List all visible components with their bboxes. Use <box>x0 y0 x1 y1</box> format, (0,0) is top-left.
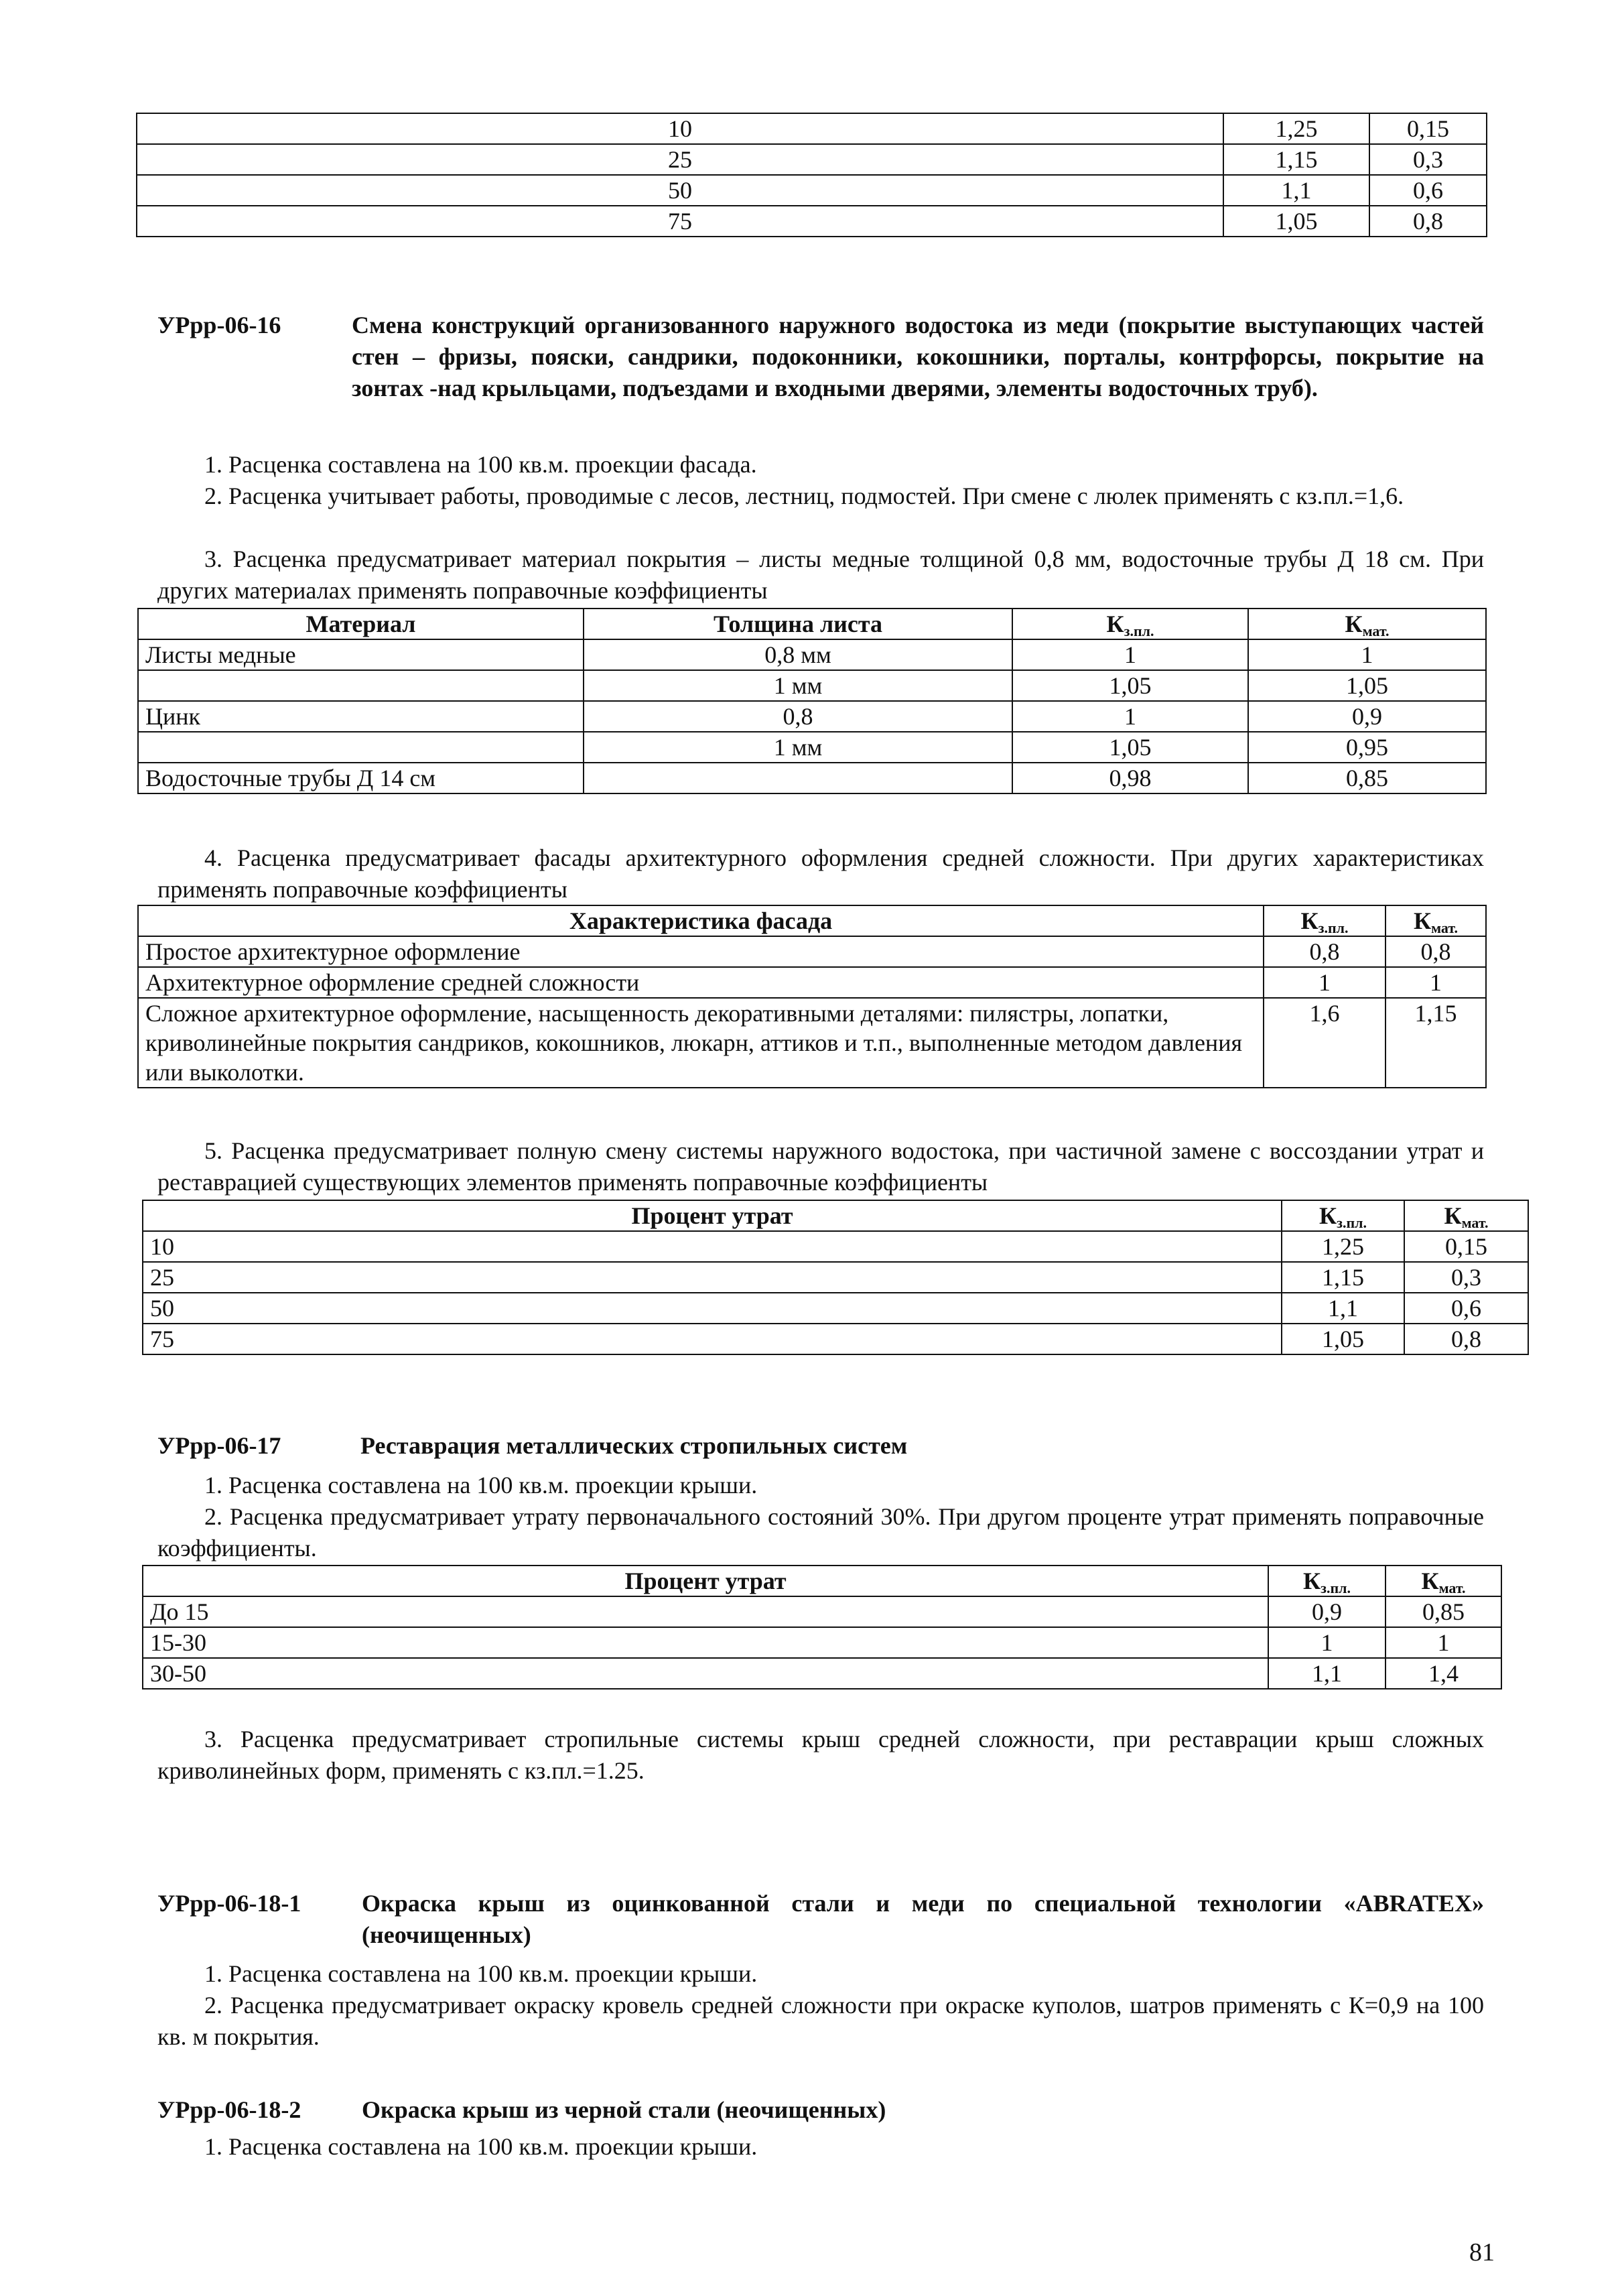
kmat-cell: 1,15 <box>1386 998 1486 1088</box>
table-row <box>138 732 1486 763</box>
k-sub: з.пл. <box>1318 919 1349 936</box>
kmat-cell: 0,6 <box>1404 1293 1528 1324</box>
page-number: 81 <box>1469 2238 1495 2267</box>
kmat-cell: 1 <box>1386 967 1486 998</box>
loss-percent-table-17 <box>142 1565 1502 1689</box>
table-row <box>143 1627 1501 1658</box>
kzpl-cell: 1 <box>1012 639 1248 670</box>
k-sub: з.пл. <box>1321 1580 1351 1596</box>
loss-percent-cell: 30-50 <box>143 1658 1268 1689</box>
k-letter: К <box>1106 611 1124 637</box>
top-coefficient-table <box>136 113 1487 237</box>
header-facade: Характеристика фасада <box>138 905 1264 936</box>
k-letter: К <box>1444 1202 1462 1229</box>
top-table-body <box>137 113 1487 237</box>
material-table-body <box>138 639 1486 793</box>
k-letter: К <box>1345 611 1363 637</box>
loss-percent-cell: 25 <box>143 1262 1282 1293</box>
table-row <box>143 1596 1501 1627</box>
section-18-1-code: УРрр-06-18-1 <box>157 1890 301 1917</box>
header-kzpl <box>1012 609 1248 639</box>
section-18-1-title: Окраска крыш из оцинкованной стали и меди по специальной технологии «ABRATEX» (неочищенных) <box>362 1890 1484 1948</box>
table-row <box>137 175 1487 206</box>
table-row <box>138 936 1486 967</box>
section-17-para-3: 3. Расценка предусматривает стропильные системы крыш средней сложности, при реставрации крыш сложных криволинейных форм, применять с кз.пл.=1.25. <box>157 1726 1484 1784</box>
material-cell <box>138 732 584 763</box>
section-16-code: УРрр-06-16 <box>157 312 281 338</box>
kmat-cell: 0,15 <box>1369 113 1487 144</box>
percent-cell: 75 <box>137 206 1223 237</box>
kmat-cell: 0,8 <box>1386 936 1486 967</box>
material-coefficient-table <box>137 608 1487 794</box>
kmat-cell: 0,8 <box>1369 206 1487 237</box>
kmat-cell: 1 <box>1386 1627 1501 1658</box>
section-18-1-para-2: 2. Расценка предусматривает окраску кровель средней сложности при окраске куполов, шатров применять с К=0,9 на 100 кв. м покрытия. <box>157 1992 1484 2050</box>
facade-characteristic-cell: Архитектурное оформление средней сложности <box>138 967 1264 998</box>
header-kmat <box>1404 1200 1528 1231</box>
kmat-cell: 0,6 <box>1369 175 1487 206</box>
header-kzpl <box>1264 905 1386 936</box>
section-16-para-2: 2. Расценка учитывает работы, проводимые с лесов, лестниц, подмостей. При смене с люлек применять с кз.пл.=1,6. <box>204 483 1404 509</box>
section-18-2-code: УРрр-06-18-2 <box>157 2096 301 2123</box>
kmat-cell: 0,8 <box>1404 1324 1528 1354</box>
thickness-cell <box>584 763 1012 793</box>
loss-percent-table-16 <box>142 1200 1529 1355</box>
header-loss-percent: Процент утрат <box>143 1200 1282 1231</box>
kzpl-cell: 1,1 <box>1223 175 1369 206</box>
loss-table-header <box>143 1200 1528 1231</box>
kzpl-cell: 1,15 <box>1282 1262 1404 1293</box>
k-letter: К <box>1413 907 1432 934</box>
kzpl-cell: 1,15 <box>1223 144 1369 175</box>
loss-percent-cell: 10 <box>143 1231 1282 1262</box>
section-18-2-para-1: 1. Расценка составлена на 100 кв.м. проекции крыши. <box>204 2133 758 2160</box>
kmat-cell: 1 <box>1248 639 1486 670</box>
section-17-title: Реставрация металлических стропильных систем <box>360 1432 908 1459</box>
kzpl-cell: 0,98 <box>1012 763 1248 793</box>
section-17-para-1: 1. Расценка составлена на 100 кв.м. проекции крыши. <box>204 1472 758 1498</box>
kzpl-cell: 1,1 <box>1268 1658 1386 1689</box>
header-kmat <box>1248 609 1486 639</box>
kzpl-cell: 0,9 <box>1268 1596 1386 1627</box>
percent-cell: 10 <box>137 113 1223 144</box>
k-sub: мат. <box>1431 919 1459 936</box>
k-letter: К <box>1319 1202 1337 1229</box>
thickness-cell: 0,8 мм <box>584 639 1012 670</box>
header-kmat <box>1386 1566 1501 1596</box>
k-sub: з.пл. <box>1124 623 1154 639</box>
facade-table-body <box>138 936 1486 1088</box>
percent-cell: 25 <box>137 144 1223 175</box>
table-row <box>138 967 1486 998</box>
section-16-para-5: 5. Расценка предусматривает полную смену системы наружного водостока, при частичной замене с воссоздании утрат и реставрацией существующих элементов применять поправочные коэффициенты <box>157 1137 1484 1196</box>
section-18-1-para-1: 1. Расценка составлена на 100 кв.м. проекции крыши. <box>204 1960 758 1987</box>
k-sub: мат. <box>1438 1580 1466 1596</box>
section-16-para-4: 4. Расценка предусматривает фасады архитектурного оформления средней сложности. При других характеристиках применять поправочные коэффициенты <box>157 844 1484 903</box>
material-cell: Листы медные <box>138 639 584 670</box>
kzpl-cell: 1,05 <box>1223 206 1369 237</box>
table-row <box>137 144 1487 175</box>
header-kmat <box>1386 905 1486 936</box>
section-16-title: Смена конструкций организованного наружного водостока из меди (покрытие выступающих частей стен – фризы, пояски, сандрики, подоконники, кокошники, порталы, контрфорсы, покрытие на зонтах -над крыльцами, подъездами и входными дверями, элементы водосточных труб). <box>352 312 1484 401</box>
material-cell: Водосточные трубы Д 14 см <box>138 763 584 793</box>
k-sub: з.пл. <box>1337 1214 1367 1231</box>
section-16-para-1: 1. Расценка составлена на 100 кв.м. проекции фасада. <box>204 451 757 478</box>
facade-characteristic-cell: Сложное архитектурное оформление, насыщенность декоративными деталями: пилястры, лопатки, криволинейные покрытия сандриков, кокошников, люкарн, аттиков и т.п., выполненные методом давления или выколотки. <box>138 998 1264 1088</box>
thickness-cell: 0,8 <box>584 701 1012 732</box>
facade-table-header <box>138 905 1486 936</box>
loss-table-body <box>143 1596 1501 1689</box>
table-row <box>137 206 1487 237</box>
kmat-cell: 0,9 <box>1248 701 1486 732</box>
material-cell: Цинк <box>138 701 584 732</box>
kzpl-cell: 1,1 <box>1282 1293 1404 1324</box>
thickness-cell: 1 мм <box>584 732 1012 763</box>
kmat-cell: 0,85 <box>1386 1596 1501 1627</box>
kzpl-cell: 1,05 <box>1282 1324 1404 1354</box>
table-row <box>138 639 1486 670</box>
kzpl-cell: 1,05 <box>1012 732 1248 763</box>
table-row <box>138 701 1486 732</box>
kmat-cell: 0,85 <box>1248 763 1486 793</box>
kzpl-cell: 1 <box>1012 701 1248 732</box>
kmat-cell: 1,05 <box>1248 670 1486 701</box>
kmat-cell: 0,3 <box>1369 144 1487 175</box>
facade-coefficient-table <box>137 905 1487 1088</box>
kzpl-cell: 1,05 <box>1012 670 1248 701</box>
section-16-para-3: 3. Расценка предусматривает материал покрытия – листы медные толщиной 0,8 мм, водосточные трубы Д 18 см. При других материалах применять поправочные коэффициенты <box>157 546 1484 604</box>
table-row <box>143 1658 1501 1689</box>
loss-table-body <box>143 1231 1528 1354</box>
kzpl-cell: 1,6 <box>1264 998 1386 1088</box>
kmat-cell: 0,3 <box>1404 1262 1528 1293</box>
table-row <box>143 1262 1528 1293</box>
table-row <box>137 113 1487 144</box>
kmat-cell: 1,4 <box>1386 1658 1501 1689</box>
kmat-cell: 0,95 <box>1248 732 1486 763</box>
kzpl-cell: 0,8 <box>1264 936 1386 967</box>
k-sub: мат. <box>1461 1214 1489 1231</box>
loss-percent-cell: 15-30 <box>143 1627 1268 1658</box>
percent-cell: 50 <box>137 175 1223 206</box>
table-row <box>138 670 1486 701</box>
kzpl-cell: 1,25 <box>1223 113 1369 144</box>
table-row <box>143 1324 1528 1354</box>
k-letter: К <box>1303 1568 1321 1594</box>
facade-characteristic-cell: Простое архитектурное оформление <box>138 936 1264 967</box>
k-sub: мат. <box>1362 623 1390 639</box>
header-material: Материал <box>138 609 584 639</box>
table-row <box>143 1293 1528 1324</box>
thickness-cell: 1 мм <box>584 670 1012 701</box>
k-letter: К <box>1300 907 1319 934</box>
kzpl-cell: 1 <box>1264 967 1386 998</box>
header-loss-percent: Процент утрат <box>143 1566 1268 1596</box>
loss-percent-cell: 50 <box>143 1293 1282 1324</box>
header-kzpl <box>1282 1200 1404 1231</box>
material-cell <box>138 670 584 701</box>
kmat-cell: 0,15 <box>1404 1231 1528 1262</box>
table-row <box>143 1231 1528 1262</box>
k-letter: К <box>1421 1568 1439 1594</box>
table-row <box>138 998 1486 1088</box>
section-17-code: УРрр-06-17 <box>157 1432 281 1459</box>
kzpl-cell: 1,25 <box>1282 1231 1404 1262</box>
table-row <box>138 763 1486 793</box>
header-thickness: Толщина листа <box>584 609 1012 639</box>
loss-percent-cell: До 15 <box>143 1596 1268 1627</box>
material-table-header <box>138 609 1486 639</box>
header-kzpl <box>1268 1566 1386 1596</box>
loss-percent-cell: 75 <box>143 1324 1282 1354</box>
section-18-2-title: Окраска крыш из черной стали (неочищенных) <box>362 2096 886 2123</box>
section-17-para-2: 2. Расценка предусматривает утрату первоначального состояний 30%. При другом проценте утрат применять поправочные коэффициенты. <box>157 1503 1484 1561</box>
loss-table-header <box>143 1566 1501 1596</box>
kzpl-cell: 1 <box>1268 1627 1386 1658</box>
